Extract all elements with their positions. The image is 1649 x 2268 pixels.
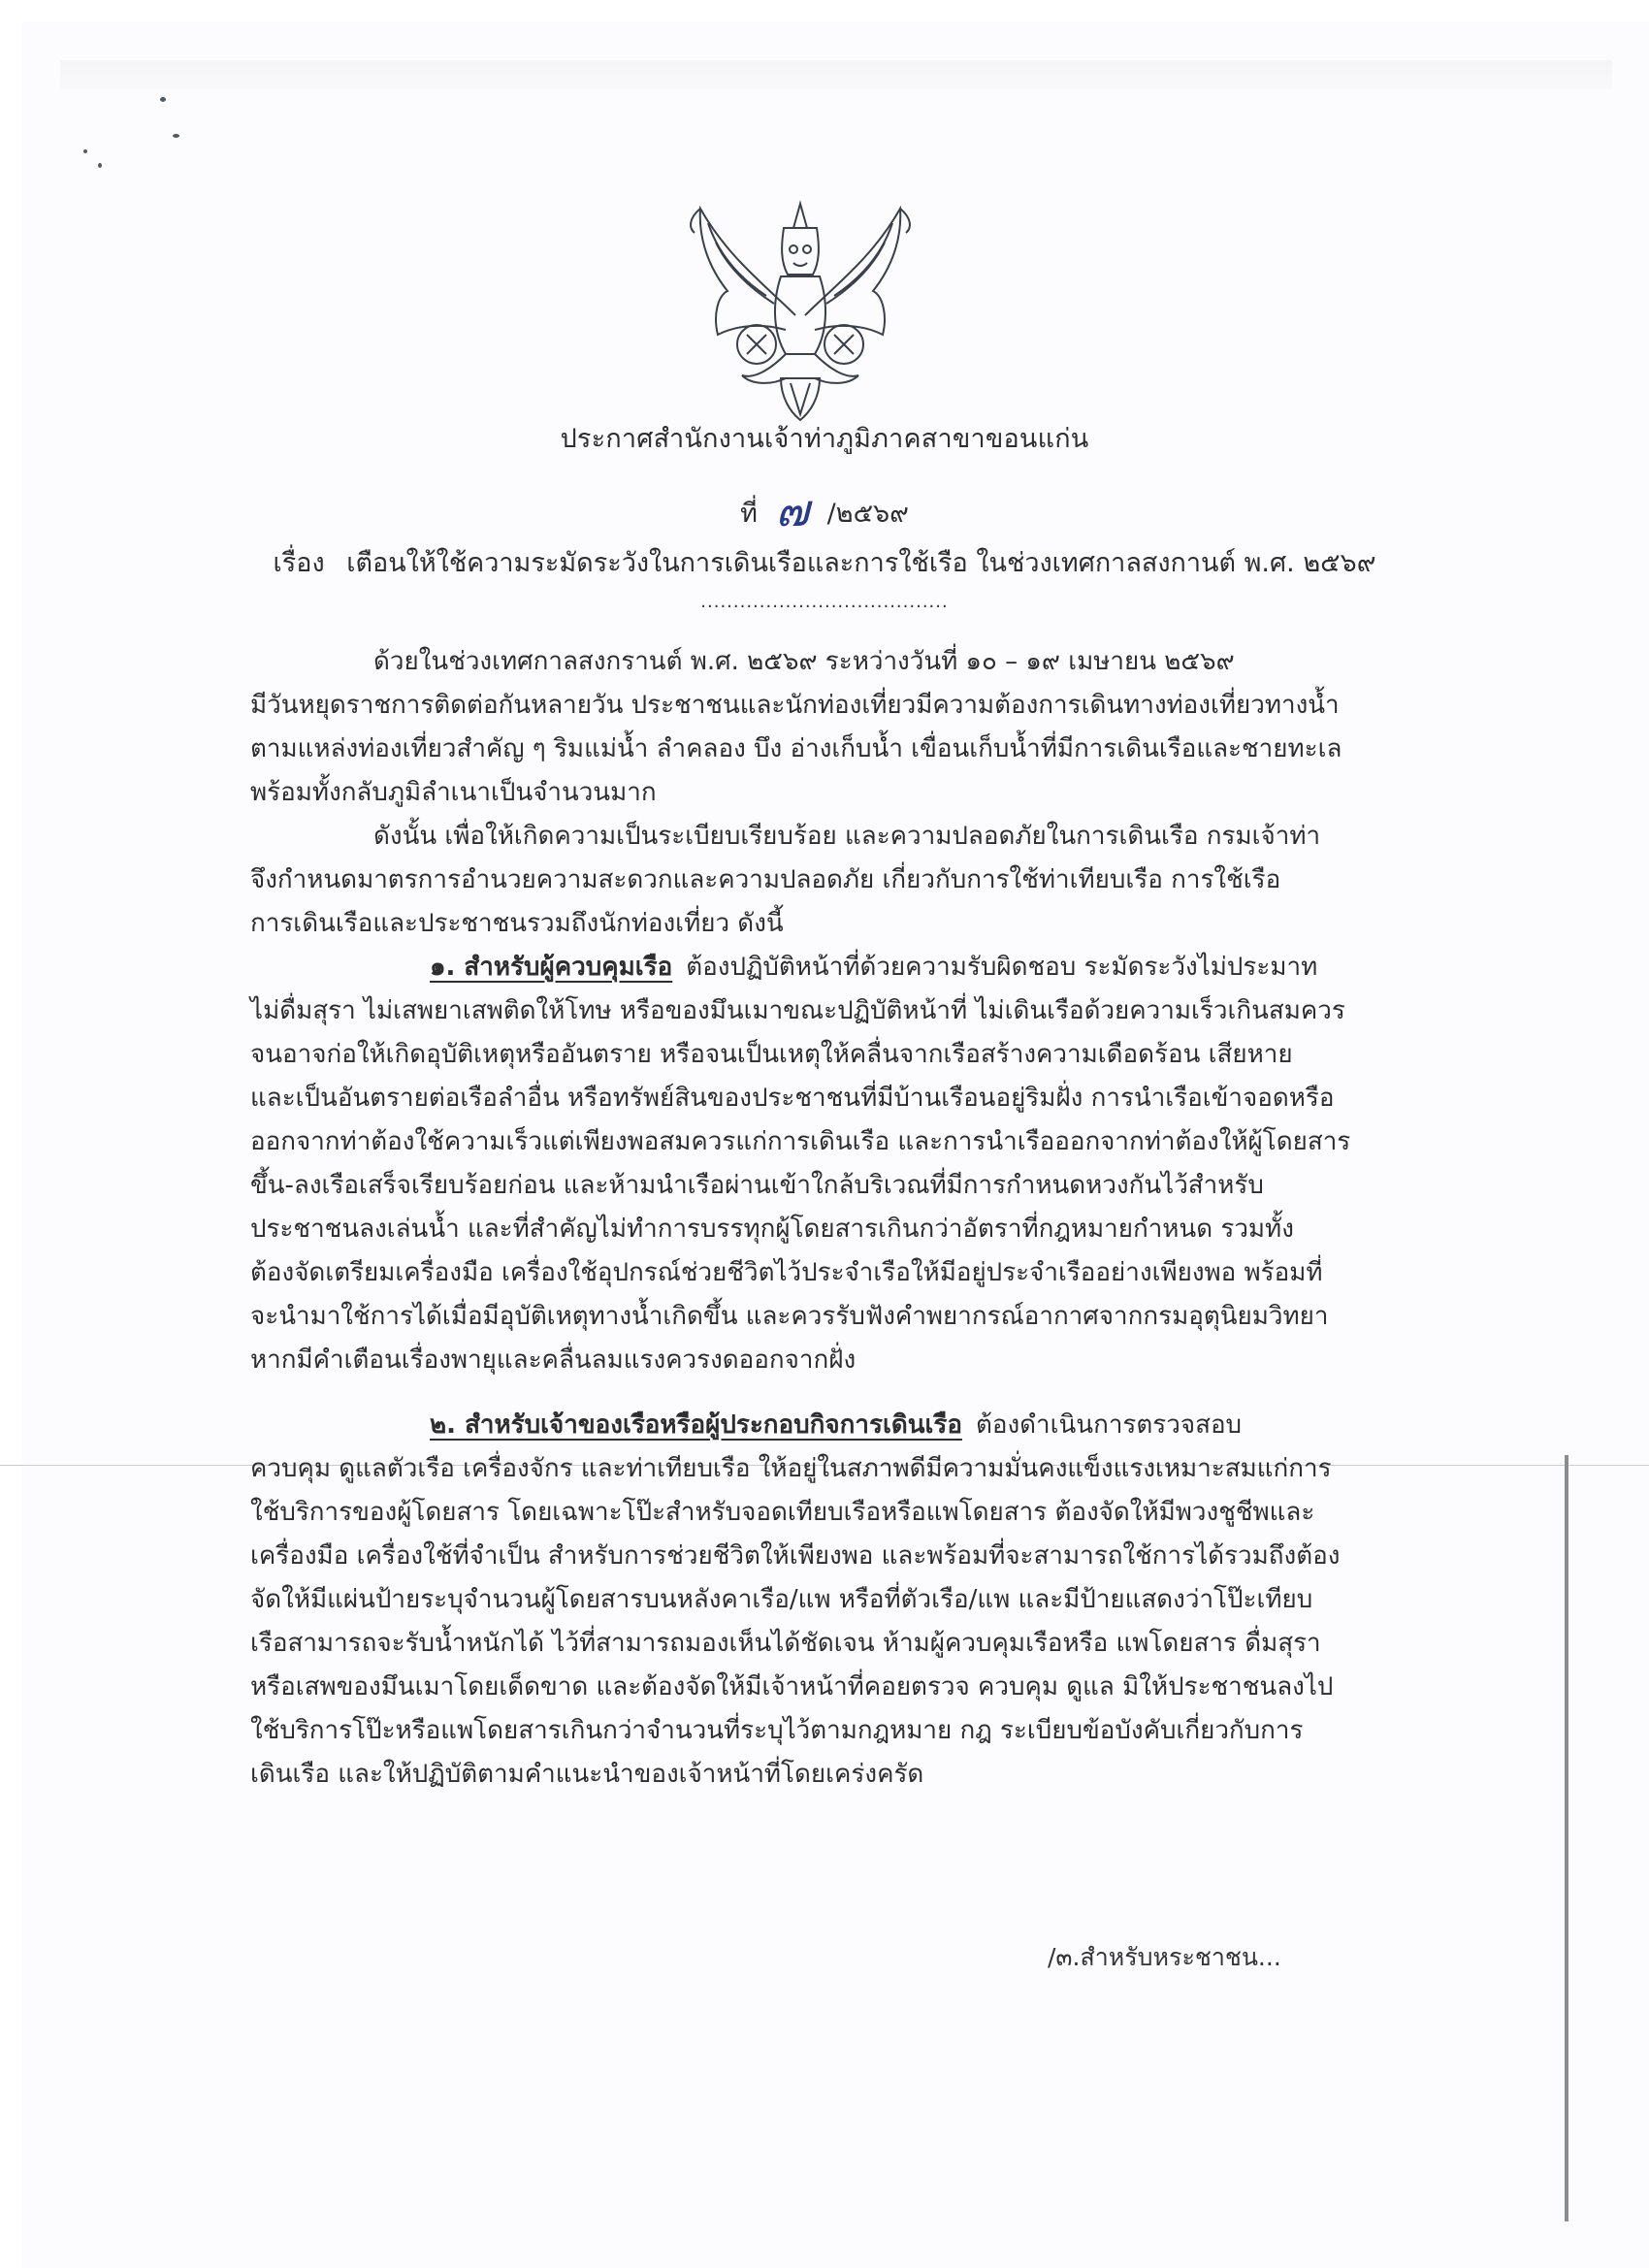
text-line: เครื่องมือ เครื่องใช้ที่จำเป็น สำหรับการช่วยชีวิตให้เพียงพอ และพร้อมที่จะสามารถใช้การได้รวมถึงต้อง bbox=[250, 1541, 1341, 1571]
paragraph-intro bbox=[250, 640, 1375, 815]
text-line: จึงกำหนดมาตรการอำนวยความสะดวกและความปลอดภัย เกี่ยวกับการใช้ท่าเทียบเรือ การใช้เรือ bbox=[250, 865, 1281, 894]
text-line: ไม่ดื่มสุรา ไม่เสพยาเสพติดให้โทษ หรือของมึนเมาขณะปฏิบัติหน้าที่ ไม่เดินเรือด้วยความเร็วเกินสมควร bbox=[250, 996, 1345, 1025]
text-line: จัดให้มีแผ่นป้ายระบุจำนวนผู้โดยสารบนหลังคาเรือ/แพ หรือที่ตัวเรือ/แพ และมีป้ายแสดงว่าโป๊ะเทียบ bbox=[250, 1585, 1313, 1614]
scan-speck bbox=[83, 149, 87, 153]
text-line: ออกจากท่าต้องใช้ความเร็วแต่เพียงพอสมควรแก่การเดินเรือ และการนำเรือออกจากท่าต้องให้ผู้โดยสาร bbox=[250, 1127, 1351, 1156]
handwritten-number: ๗ bbox=[775, 484, 810, 536]
subject-line bbox=[0, 541, 1649, 583]
text-line: หรือเสพของมึนเมาโดยเด็ดขาด และต้องจัดให้มีเจ้าหน้าที่คอยตรวจ ควบคุม ดูแล มิให้ประชาชนลงไป bbox=[250, 1672, 1334, 1701]
text-line: ตามแหล่งท่องเที่ยวสำคัญ ๆ ริมแม่น้ำ ลำคลอง บึง อ่างเก็บน้ำ เขื่อนเก็บน้ำที่มีการเดินเรือและชายทะเล bbox=[250, 734, 1342, 763]
text-line: ต้องจัดเตรียมเครื่องมือ เครื่องใช้อุปกรณ์ช่วยชีวิตไว้ประจำเรือให้มีอยู่ประจำเรืออย่างเพียงพอ พร้อมที่ bbox=[250, 1258, 1323, 1287]
subject-label: เรื่อง bbox=[273, 548, 325, 578]
document-number bbox=[0, 475, 1649, 546]
text-line: ด้วยในช่วงเทศกาลสงกรานต์ พ.ศ. ๒๕๖๙ ระหว่างวันที่ ๑๐ – ๑๙ เมษายน ๒๕๖๙ bbox=[373, 647, 1235, 676]
paragraph-measures bbox=[250, 815, 1375, 946]
number-year: /๒๕๖๙ bbox=[826, 499, 909, 529]
text-line bbox=[250, 946, 1375, 989]
text-line: ขึ้น-ลงเรือเสร็จเรียบร้อยก่อน และห้ามนำเรือผ่านเข้าใกล้บริเวณที่มีการกำหนดหวงกันไว้สำหรับ bbox=[250, 1171, 1264, 1200]
announcement-title: ประกาศสำนักงานเจ้าท่าภูมิภาคสาขาขอนแก่น bbox=[560, 424, 1089, 454]
section-boat-operators bbox=[250, 946, 1375, 1382]
text-line: การเดินเรือและประชาชนรวมถึงนักท่องเที่ยว ดังนี้ bbox=[250, 909, 784, 938]
garuda-emblem-icon bbox=[660, 199, 941, 422]
text-line: ประชาชนลงเล่นน้ำ และที่สำคัญไม่ทำการบรรทุกผู้โดยสารเกินกว่าอัตราที่กฎหมายกำหนด รวมทั้ง bbox=[250, 1215, 1294, 1244]
section-heading: ๒. สำหรับเจ้าของเรือหรือผู้ประกอบกิจการเดินเรือ bbox=[430, 1410, 962, 1440]
separator-dots: ...................................... bbox=[700, 592, 949, 612]
scan-edge-line bbox=[1565, 1455, 1568, 2221]
subject-text: เตือนให้ใช้ความระมัดระวังในการเดินเรือและการใช้เรือ ในช่วงเทศกาลสงกานต์ พ.ศ. ๒๕๖๙ bbox=[346, 548, 1376, 578]
page-continuation-note: /๓.สำหรับหระชาชน... bbox=[1048, 1943, 1281, 1971]
text-line: มีวันหยุดราชการติดต่อกันหลายวัน ประชาชนและนักท่องเที่ยวมีความต้องการเดินทางท่องเที่ยวทางน้ำ bbox=[250, 691, 1340, 720]
text-line: พร้อมทั้งกลับภูมิลำเนาเป็นจำนวนมาก bbox=[250, 778, 657, 807]
document-body bbox=[250, 640, 1375, 1797]
text-line: เดินเรือ และให้ปฏิบัติตามคำแนะนำของเจ้าหน้าที่โดยเคร่งครัด bbox=[250, 1760, 924, 1789]
text-line: จะนำมาใช้การได้เมื่อมีอุบัติเหตุทางน้ำเกิดขึ้น และควรรับฟังคำพยากรณ์อากาศจากกรมอุตุนิยมวิทยา bbox=[250, 1302, 1329, 1331]
text-line: จนอาจก่อให้เกิดอุบัติเหตุหรืออันตราย หรือจนเป็นเหตุให้คลื่นจากเรือสร้างความเดือดร้อน เสียหาย bbox=[250, 1040, 1293, 1069]
scan-speck bbox=[173, 134, 179, 138]
section-boat-owners bbox=[250, 1404, 1375, 1797]
text-line: และเป็นอันตรายต่อเรือลำอื่น หรือทรัพย์สินของประชาชนที่มีบ้านเรือนอยู่ริมฝั่ง การนำเรือเข้าจอดหรือ bbox=[250, 1084, 1335, 1113]
section-text: ต้องดำเนินการตรวจสอบ bbox=[975, 1410, 1243, 1440]
text-line: เรือสามารถจะรับน้ำหนักได้ ไว้ที่สามารถมองเห็นได้ชัดเจน ห้ามผู้ควบคุมเรือหรือ แพโดยสาร ดื่มสุรา bbox=[250, 1629, 1321, 1658]
text-line: ใช้บริการโป๊ะหรือแพโดยสารเกินกว่าจำนวนที่ระบุไว้ตามกฎหมาย กฎ ระเบียบข้อบังคับเกี่ยวกับการ bbox=[250, 1716, 1304, 1745]
text-line: ควบคุม ดูแลตัวเรือ เครื่องจักร และท่าเทียบเรือ ให้อยู่ในสภาพดีมีความมั่นคงแข็งแรงเหมาะสมแก่การ bbox=[250, 1454, 1332, 1483]
text-line: หากมีคำเตือนเรื่องพายุและคลื่นลมแรงควรงดออกจากฝั่ง bbox=[250, 1345, 857, 1375]
scan-artifact-band bbox=[60, 60, 1612, 89]
text-line: ใช้บริการของผู้โดยสาร โดยเฉพาะโป๊ะสำหรับจอดเทียบเรือหรือแพโดยสาร ต้องจัดให้มีพวงชูชีพและ bbox=[250, 1498, 1315, 1527]
section-heading: ๑. สำหรับผู้ควบคุมเรือ bbox=[430, 953, 673, 982]
text-line bbox=[250, 1404, 1375, 1447]
scan-speck bbox=[160, 97, 166, 102]
section-text: ต้องปฏิบัติหน้าที่ด้วยความรับผิดชอบ ระมัดระวังไม่ประมาท bbox=[686, 953, 1318, 982]
scan-speck bbox=[98, 163, 102, 168]
number-prefix: ที่ bbox=[740, 499, 758, 529]
text-line: ดังนั้น เพื่อให้เกิดความเป็นระเบียบเรียบร้อย และความปลอดภัยในการเดินเรือ กรมเจ้าท่า bbox=[373, 822, 1321, 851]
